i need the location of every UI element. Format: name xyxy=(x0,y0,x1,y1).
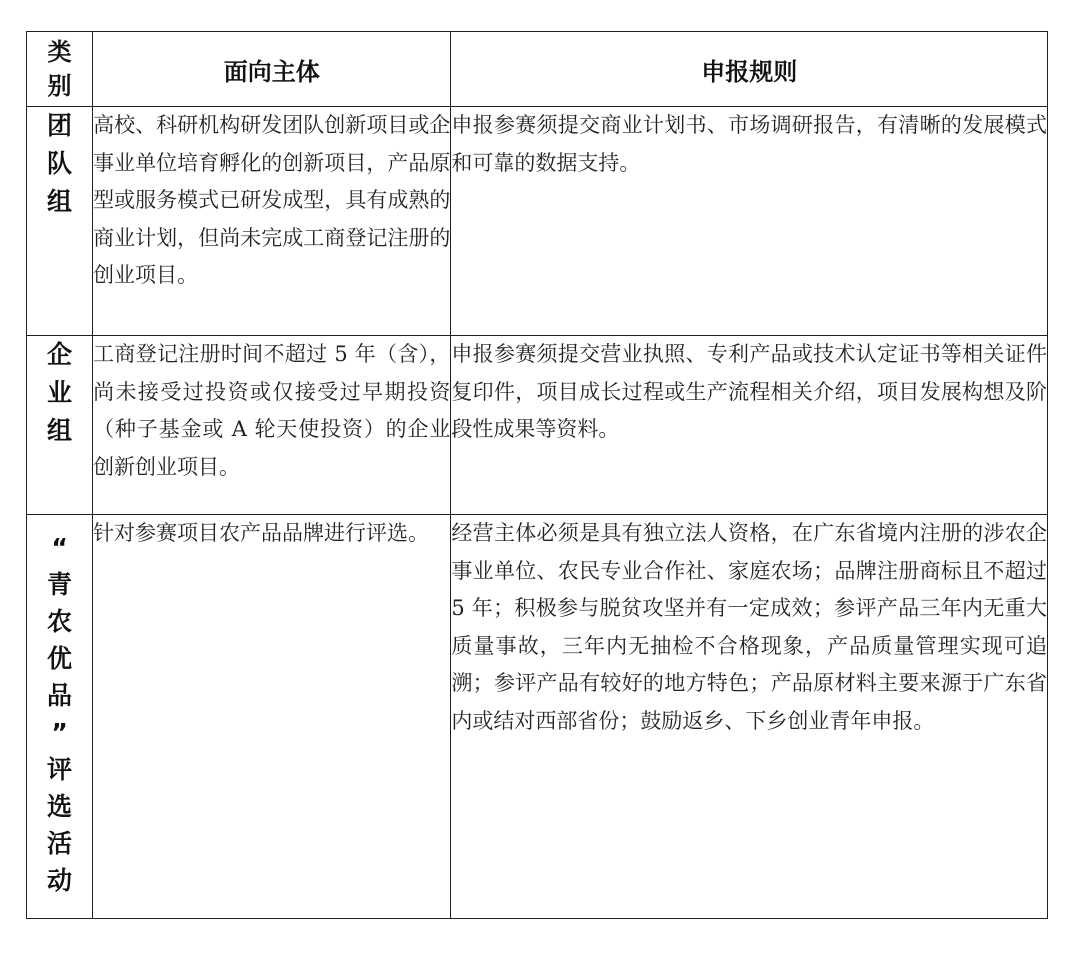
category-char: 品 xyxy=(47,681,73,710)
category-char: 队 xyxy=(47,149,73,178)
table-row xyxy=(27,107,1048,336)
subject-cell: 工商登记注册时间不超过 5 年（含），尚未接受过投资或仅接受过早期投资（种子基金或 A 轮天使投资）的企业创新创业项目。 xyxy=(93,336,451,515)
subject-cell: 针对参赛项目农产品品牌进行评选。 xyxy=(93,515,451,919)
category-char: 选 xyxy=(47,792,73,821)
header-category-char: 别 xyxy=(47,72,72,100)
rules-table xyxy=(26,31,1048,919)
category-char: 动 xyxy=(47,866,73,895)
category-cell xyxy=(27,336,93,515)
category-char: 业 xyxy=(47,378,73,407)
category-char: ” xyxy=(51,718,68,747)
category-char: 评 xyxy=(47,755,73,784)
category-char: 活 xyxy=(47,829,73,858)
table-row xyxy=(27,336,1048,515)
rules-cell: 经营主体必须是具有独立法人资格，在广东省境内注册的涉农企事业单位、农民专业合作社、家庭农场；品牌注册商标且不超过 5 年；积极参与脱贫攻坚并有一定成效；参评产品三年内无重大质量事故，三年内无抽检不合格现象，产品质量管理实现可追溯；参评产品有较好的地方特色；产品原材料主要来源于广东省内或结对西部省份；鼓励返乡、下乡创业青年申报。 xyxy=(451,515,1048,919)
category-cell xyxy=(27,107,93,336)
header-category xyxy=(27,32,93,107)
category-char: 组 xyxy=(47,416,73,445)
rules-cell: 申报参赛须提交商业计划书、市场调研报告，有清晰的发展模式和可靠的数据支持。 xyxy=(451,107,1048,336)
category-char: 组 xyxy=(47,187,73,216)
header-rules: 申报规则 xyxy=(451,32,1048,107)
header-category-char: 类 xyxy=(47,38,72,66)
category-char: 青 xyxy=(47,570,73,599)
category-char: “ xyxy=(51,533,68,562)
subject-cell: 高校、科研机构研发团队创新项目或企事业单位培育孵化的创新项目，产品原型或服务模式已研发成型，具有成熟的商业计划，但尚未完成工商登记注册的创业项目。 xyxy=(93,107,451,336)
category-char: 农 xyxy=(47,607,73,636)
rules-cell: 申报参赛须提交营业执照、专利产品或技术认定证书等相关证件复印件，项目成长过程或生产流程相关介绍，项目发展构想及阶段性成果等资料。 xyxy=(451,336,1048,515)
category-char: 企 xyxy=(47,340,73,369)
header-row xyxy=(27,32,1048,107)
table-row xyxy=(27,515,1048,919)
category-char: 优 xyxy=(47,644,73,673)
category-cell xyxy=(27,515,93,919)
category-char: 团 xyxy=(47,111,73,140)
header-subject: 面向主体 xyxy=(93,32,451,107)
